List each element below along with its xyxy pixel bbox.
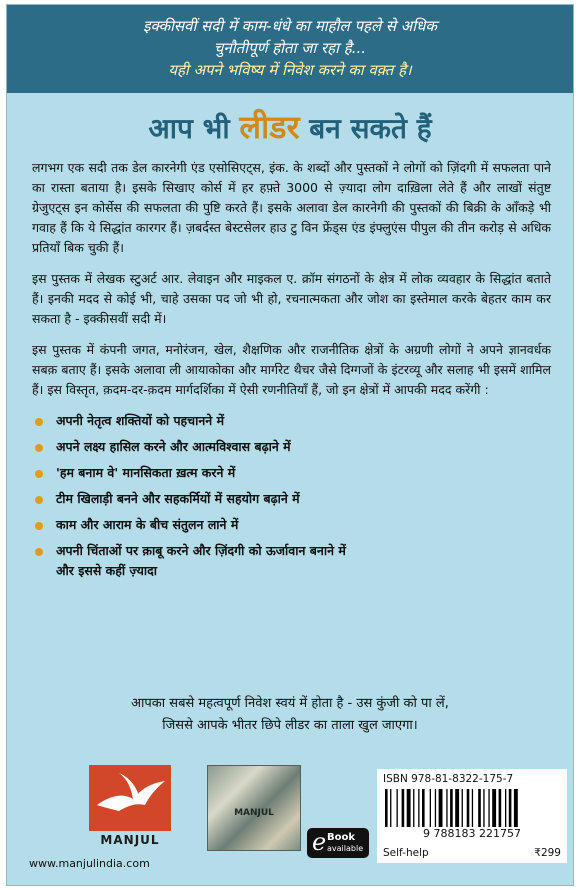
barcode-bar xyxy=(472,789,473,827)
barcode-bar xyxy=(407,789,411,827)
barcode-bar xyxy=(413,789,414,827)
isbn-number: ISBN 978-81-8322-175-7 xyxy=(383,773,514,785)
barcode-bar xyxy=(385,789,388,827)
paragraph-2: इस पुस्तक में लेखक स्टुअर्ट आर. लेवाइन और माइकल ए. क्रॉम संगठनों के क्षेत्र में लोक व्यवहार के सिद्धांत बताते हैं। इनकी मदद से कोई भी, चाहे उसका पद जो भी हो, रचनात्मकता और जोश का इस्तेमाल करके बेहतर काम कर सकता है - इक्कीसवीं सदी में। xyxy=(32,271,551,326)
bullet-item xyxy=(32,463,551,483)
publisher-website[interactable]: www.manjulindia.com xyxy=(29,857,150,870)
body-text xyxy=(32,158,551,587)
intro-text xyxy=(47,15,533,81)
barcode-bar xyxy=(467,789,470,827)
bullet-item xyxy=(32,411,551,431)
barcode-bar xyxy=(509,789,512,827)
barcode-bar xyxy=(390,789,391,827)
barcode-bar xyxy=(478,789,481,827)
ebook-badge xyxy=(307,828,369,858)
book-price: ₹299 xyxy=(534,847,561,859)
closing-line-1: आपका सबसे महत्वपूर्ण निवेश स्वयं में होता है - उस कुंजी को पा लें, xyxy=(131,696,449,711)
bird-icon xyxy=(89,765,171,831)
headline-highlight: लीडर xyxy=(239,108,300,146)
barcode-bar xyxy=(455,789,459,827)
book-category: Self-help xyxy=(383,847,429,859)
paragraph-1: लगभग एक सदी तक डेल कारनेगी एंड एसोसिएट्स, इंक. के शब्दों और पुस्तकों ने लोगों को ज़िंदगी में सफलता पाने का रास्ता बताया है। इसके सिखाए कोर्स में हर हफ़्ते 3000 से ज़्यादा लोग दाख़िला लेते हैं और लाखों संतुष्ट ग्रेजुएट्स इन कोर्सेस की सफलता की पुष्टि करते हैं। इसके अलावा डेल कारनेगी की पुस्तकों की बिक्री के आँकड़े भी गवाह हैं कि ये सिद्धांत कारगर हैं। ज़बर्दस्त बेस्टसेलर हाउ टु विन फ्रेंड्स एंड इंफ्लुएंस पीपुल की तीन करोड़ से अधिक प्रतियाँ बिक चुकी हैं। xyxy=(32,160,551,255)
publisher-brand: MANJUL xyxy=(100,833,160,847)
barcode-bar xyxy=(505,789,506,827)
ebook-letter: e xyxy=(312,828,327,856)
bullet-label: अपनी नेतृत्व शक्तियों को पहचानने में xyxy=(56,413,225,428)
bullet-list xyxy=(32,411,551,581)
barcode-bar xyxy=(430,789,431,827)
top-band xyxy=(7,5,573,93)
closing-line-2: जिससे आपके भीतर छिपे लीडर का ताला खुल जाएगा। xyxy=(162,718,418,733)
barcode-icon xyxy=(383,789,561,827)
barcode-bar xyxy=(488,789,489,827)
bullet-dot-icon xyxy=(35,522,43,530)
headline-post: बन सकते हैं xyxy=(299,112,432,145)
barcode-bar xyxy=(397,789,398,827)
barcode-digits: 9 788183 221757 xyxy=(423,827,521,840)
barcode-bar xyxy=(439,789,443,827)
barcode-bar xyxy=(418,789,419,827)
barcode-bar xyxy=(499,789,502,827)
barcode-bar xyxy=(462,789,463,827)
barcode-bar xyxy=(446,789,447,827)
bullet-dot-icon xyxy=(35,444,43,452)
bullet-dot-icon xyxy=(35,548,43,556)
headline-pre: आप भी xyxy=(148,112,240,145)
barcode-bar xyxy=(422,789,425,827)
barcode-bar xyxy=(492,789,496,827)
bullet-label: 'हम बनाम वे' मानसिकता ख़त्म करने में xyxy=(56,465,236,480)
bullet-label: टीम खिलाड़ी बनने और सहकर्मियों में सहयोग बढ़ाने में xyxy=(56,491,300,506)
bullet-item xyxy=(32,515,551,535)
bullet-label: अपने लक्ष्य हासिल करने और आत्मविश्वास बढ़ाने में xyxy=(56,439,291,454)
barcode-bar xyxy=(450,789,453,827)
bullet-item xyxy=(32,541,551,581)
hologram-label: MANJUL xyxy=(234,808,274,818)
bullet-dot-icon xyxy=(35,496,43,504)
book-back-cover xyxy=(6,4,574,886)
closing-text xyxy=(37,693,543,737)
headline xyxy=(7,105,573,148)
barcode-bar xyxy=(483,789,484,827)
bullet-item xyxy=(32,437,551,457)
hologram-sticker xyxy=(207,765,301,851)
barcode-bar xyxy=(435,789,436,827)
ebook-word: Book xyxy=(327,832,356,843)
ebook-status: available xyxy=(327,844,364,853)
paragraph-3: इस पुस्तक में कंपनी जगत, मनोरंजन, खेल, शैक्षणिक और राजनीतिक क्षेत्रों के अग्रणी लोगों ने अपने ज्ञानवर्धक सबक़ बताए हैं। इसके अलावा ली आयाकोका और मार्गरेट थैचर जैसे दिग्गजों के इंटरव्यू और सलाह भी इसमें शामिल हैं। इस विस्तृत, क़दम-दर-क़दम मार्गदर्शिका में ऐसी रणनीतियाँ हैं, जो इन क्षेत्रों में आपकी मदद करेंगी : xyxy=(32,342,551,397)
bullet-label: काम और आराम के बीच संतुलन लाने में xyxy=(56,517,239,532)
bullet-tail: और इससे कहीं ज़्यादा xyxy=(56,563,157,578)
isbn-box xyxy=(377,769,567,863)
bullet-label: अपनी चिंताओं पर क़ाबू करने और ज़िंदगी को ऊर्जावान बनाने में xyxy=(56,543,346,558)
bullet-item xyxy=(32,489,551,509)
intro-line-1: इक्कीसवीं सदी में काम-धंधे का माहौल पहले से अधिक xyxy=(143,17,437,35)
intro-line-3: यही अपने भविष्य में निवेश करने का वक़्त है। xyxy=(168,61,412,79)
bullet-dot-icon xyxy=(35,418,43,426)
barcode-bar xyxy=(402,789,405,827)
intro-line-2: चुनौतीपूर्ण होता जा रहा है... xyxy=(213,39,367,57)
barcode-bar xyxy=(514,789,518,827)
bullet-dot-icon xyxy=(35,470,43,478)
